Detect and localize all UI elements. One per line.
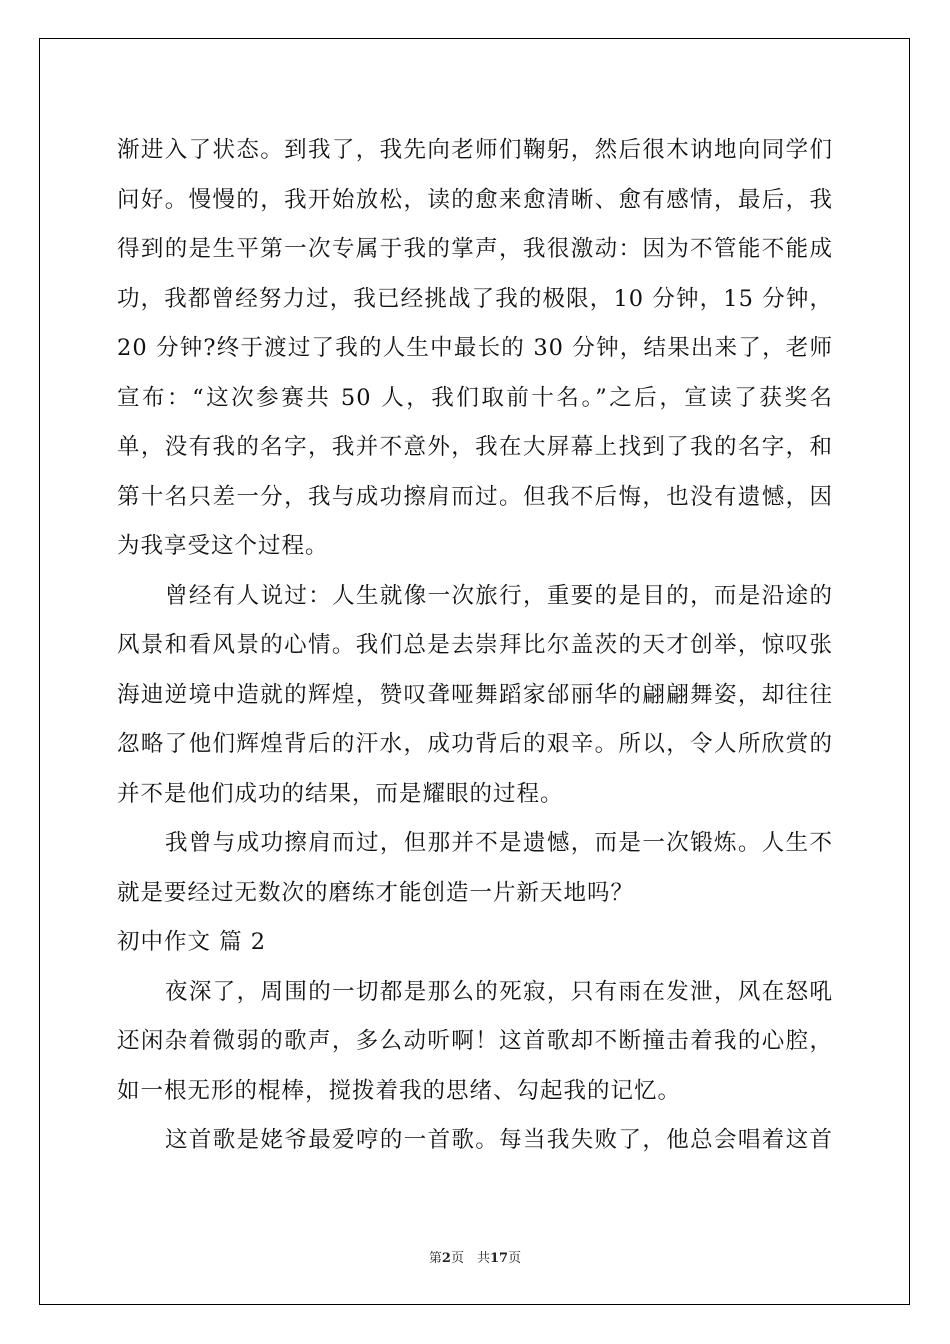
text-line: 渐进入了状态。到我了，我先向老师们鞠躬，然后很木讷地向同学们 [117, 137, 833, 163]
current-page-number: 2 [441, 1251, 451, 1266]
total-page-number: 17 [489, 1251, 509, 1266]
text-line: 忽略了他们辉煌背后的汗水，成功背后的艰辛。所以，令人所欣赏的 [117, 731, 833, 757]
text-line: 曾经有人说过：人生就像一次旅行，重要的是目的，而是沿途的 [165, 582, 833, 609]
text-line: 为我享受这个过程。 [117, 533, 329, 559]
document-body [117, 126, 833, 1166]
text-line: 宣布：“这次参赛共 50 人，我们取前十名。”之后，宣读了获奖名 [117, 384, 833, 411]
text-line: 20 分钟?终于渡过了我的人生中最长的 30 分钟，结果出来了，老师 [117, 335, 833, 361]
text-line: 第十名只差一分，我与成功擦肩而过。但我不后悔，也没有遗憾，因 [117, 483, 833, 510]
footer-label: 页 [508, 1251, 522, 1266]
page-footer [0, 1247, 950, 1266]
text-line: 单，没有我的名字，我并不意外，我在大屏幕上找到了我的名字，和 [117, 434, 833, 460]
footer-label: 第 [428, 1251, 442, 1266]
footer-label: 页 共 [450, 1251, 490, 1266]
text-line: 问好。慢慢的，我开始放松，读的愈来愈清晰、愈有感情，最后，我 [117, 186, 833, 213]
section-heading: 初中作文 篇 2 [117, 929, 267, 955]
text-line: 得到的是生平第一次专属于我的掌声，我很激动：因为不管能不能成 [117, 236, 833, 262]
text-line: 还闲杂着微弱的歌声，多么动听啊！这首歌却不断撞击着我的心腔， [117, 1028, 833, 1054]
text-line: 就是要经过无数次的磨练才能创造一片新天地吗？ [117, 879, 635, 906]
text-line: 并不是他们成功的结果，而是耀眼的过程。 [117, 780, 564, 807]
text-line: 海迪逆境中造就的辉煌，赞叹聋哑舞蹈家邰丽华的翩翩舞姿，却往往 [117, 681, 833, 708]
text-line: 夜深了，周围的一切都是那么的死寂，只有雨在发泄，风在怒吼 [165, 978, 833, 1005]
text-line: 功，我都曾经努力过，我已经挑战了我的极限，10 分钟，15 分钟， [117, 285, 833, 312]
text-line: 我曾与成功擦肩而过，但那并不是遗憾，而是一次锻炼。人生不 [165, 830, 833, 856]
text-line: 如一根无形的棍棒，搅拨着我的思绪、勾起我的记忆。 [117, 1077, 682, 1104]
text-line: 风景和看风景的心情。我们总是去崇拜比尔盖茨的天才创举，惊叹张 [117, 632, 833, 658]
text-line: 这首歌是姥爷最爱哼的一首歌。每当我失败了，他总会唱着这首 [165, 1127, 833, 1153]
